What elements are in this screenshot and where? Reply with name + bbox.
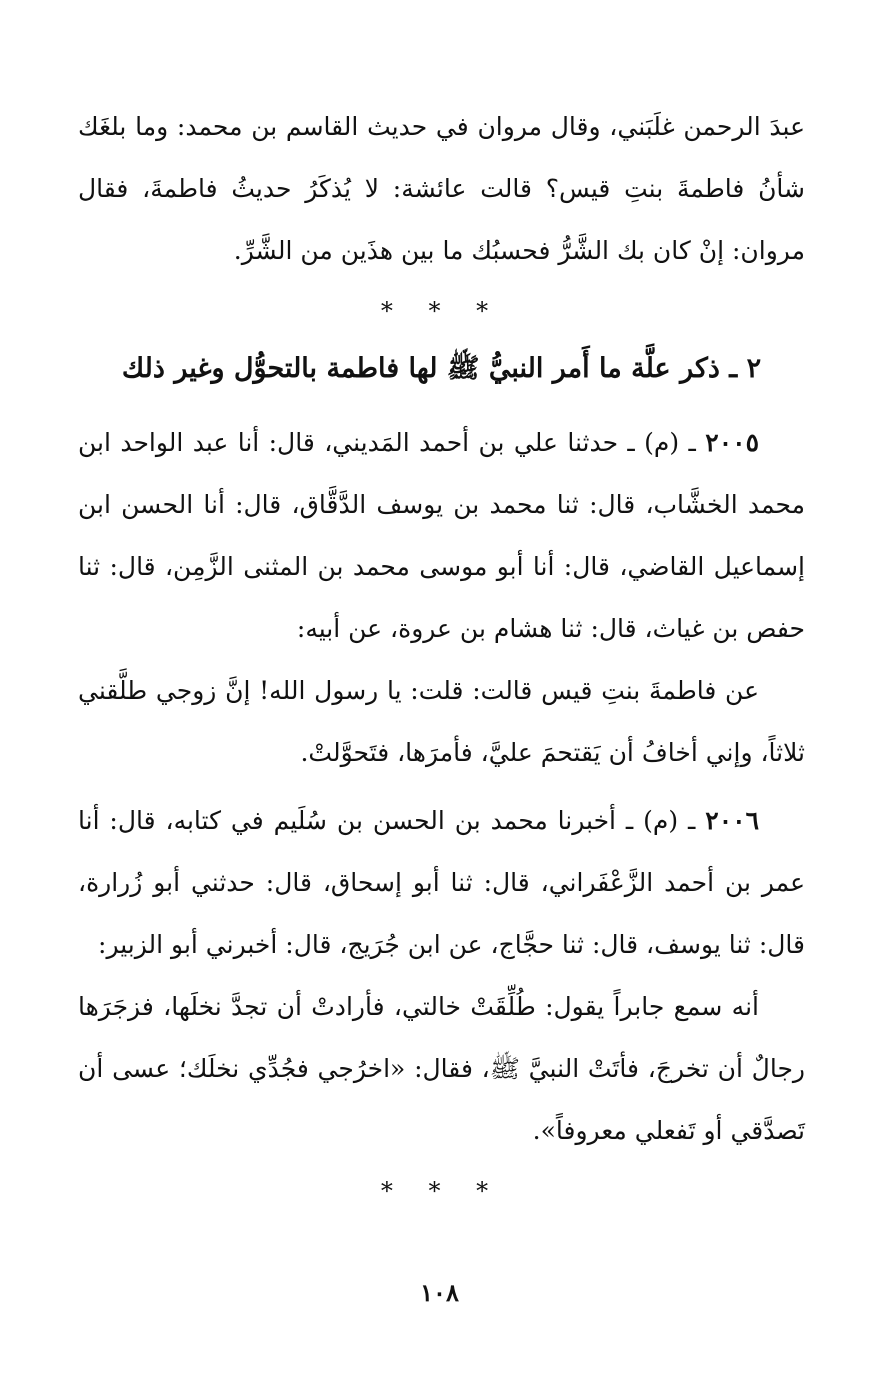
hadith-2005-matn: عن فاطمةَ بنتِ قيس قالت: قلت: يا رسول الله! إنَّ زوجي طلَّقني ثلاثاً، وإني أخافُ أن يَقتحمَ عليَّ، فأمرَها، فتَحوَّلتْ. [78,676,805,767]
hadith-number: ٢٠٠٥ [705,428,759,457]
hadith-2005-isnad [78,412,805,660]
hadith-2006-matn: أنه سمع جابراً يقول: طُلِّقَتْ خالتي، فأرادتْ أن تجدَّ نخلَها، فزجَرَها رجالٌ أن تخرجَ، فأتَتْ النبيَّ ﷺ، فقال: «اخرُجي فجُدِّي نخلَك؛ عسى أن تَصدَّقي أو تَفعلي معروفاً». [78,992,805,1145]
section-separator: * * * [380,1177,503,1205]
page-number: ١٠٨ [420,1278,459,1307]
opening-paragraph: عبدَ الرحمن غلَبَني، وقال مروان في حديث القاسم بن محمد: وما بلغَك شأنُ فاطمةَ بنتِ قيس؟ قالت عائشة: لا يُذكَرُ حديثُ فاطمةَ، فقال مروان: إنْ كان بك الشَّرُّ فحسبُك ما بين هذَين من الشَّرِّ. [78,112,805,265]
section-separator: * * * [380,297,503,325]
book-page [78,96,805,1222]
hadith-2006-isnad [78,790,805,976]
isnad-text: ـ (م) ـ أخبرنا محمد بن الحسن بن سُلَيم في كتابه، قال: أنا عمر بن أحمد الزَّعْفَراني، قال: ثنا أبو إسحاق، قال: حدثني أبو زُرارة، قال: ثنا يوسف، قال: ثنا حجَّاج، عن ابن جُرَيج، قال: أخبرني أبو الزبير: [78,806,805,959]
hadith-number: ٢٠٠٦ [705,806,759,835]
section-heading: ٢ ـ ذكر علَّة ما أَمر النبيُّ ﷺ لها فاطمة بالتحوُّل وغير ذلك [121,353,762,384]
isnad-text: ـ (م) ـ حدثنا علي بن أحمد المَديني، قال: أنا عبد الواحد ابن محمد الخشَّاب، قال: ثنا محمد بن يوسف الدَّقَّاق، قال: أنا الحسن ابن إسماعيل القاضي، قال: أنا أبو موسى محمد بن المثنى الزَّمِن، قال: ثنا حفص بن غياث، قال: ثنا هشام بن عروة، عن أبيه: [78,428,805,643]
